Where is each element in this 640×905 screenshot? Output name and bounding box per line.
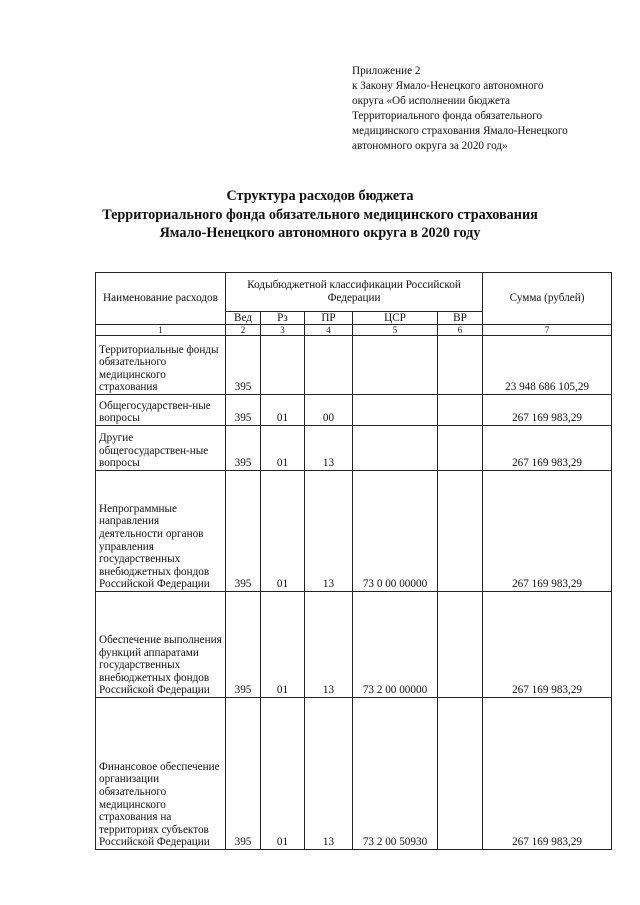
row-name: Непрограммные направления деятельности органов управления государственных внебюджетных фондов Российской Федерации (96, 471, 226, 592)
row-vr (438, 592, 483, 698)
header-row (96, 273, 612, 312)
row-vr (438, 426, 483, 471)
header-csr: ЦСР (353, 312, 438, 325)
row-rz (261, 336, 305, 395)
column-number: 4 (305, 325, 353, 336)
row-csr: 73 0 00 00000 (353, 471, 438, 592)
header-name: Наименование расходов (96, 273, 226, 325)
column-number: 2 (226, 325, 261, 336)
row-name: Другие общегосударствен-ные вопросы (96, 426, 226, 471)
row-amount: 267 169 983,29 (483, 698, 612, 850)
title-line: Структура расходов бюджета (226, 188, 414, 204)
table-row (96, 336, 612, 395)
header-vr: ВР (438, 312, 483, 325)
row-amount: 267 169 983,29 (483, 592, 612, 698)
row-name: Обеспечение выполнения функций аппаратами государственных внебюджетных фондов Российской Федерации (96, 592, 226, 698)
header-codes-group: Кодыбюджетной классификации Российской Федерации (226, 273, 483, 312)
row-vr (438, 336, 483, 395)
row-csr: 73 2 00 00000 (353, 592, 438, 698)
appendix-line: медицинского страхования Ямало-Ненецкого (352, 125, 568, 137)
table-row (96, 395, 612, 426)
column-number: 6 (438, 325, 483, 336)
column-numbers-row (96, 325, 612, 336)
row-name: Территориальные фонды обязательного медицинского страхования (96, 336, 226, 395)
row-csr: 73 2 00 50930 (353, 698, 438, 850)
row-rz: 01 (261, 698, 305, 850)
header-amount: Сумма (рублей) (483, 273, 612, 325)
row-pr: 00 (305, 395, 353, 426)
row-csr (353, 426, 438, 471)
row-amount: 23 948 686 105,29 (483, 336, 612, 395)
header-pr: ПР (305, 312, 353, 325)
row-amount: 267 169 983,29 (483, 395, 612, 426)
appendix-line: Территориального фонда обязательного (352, 110, 543, 122)
row-rz: 01 (261, 592, 305, 698)
row-vr (438, 471, 483, 592)
column-number: 5 (353, 325, 438, 336)
table-row (96, 592, 612, 698)
row-ved: 395 (226, 592, 261, 698)
header-rz: Рз (261, 312, 305, 325)
appendix-line: Приложение 2 (352, 65, 421, 77)
appendix-line: автономного округа за 2020 год» (352, 140, 508, 152)
document-title (60, 187, 580, 243)
appendix-line: к Закону Ямало-Ненецкого автономного (352, 80, 544, 92)
header-ved: Вед (226, 312, 261, 325)
row-pr: 13 (305, 698, 353, 850)
row-name: Общегосударствен-ные вопросы (96, 395, 226, 426)
row-amount: 267 169 983,29 (483, 426, 612, 471)
row-pr: 13 (305, 592, 353, 698)
title-line: Территориального фонда обязательного медицинского страхования (102, 206, 538, 223)
row-vr (438, 395, 483, 426)
row-rz: 01 (261, 395, 305, 426)
appendix-line: округа «Об исполнении бюджета (352, 95, 510, 107)
row-vr (438, 698, 483, 850)
title-line: Ямало-Ненецкого автономного округа в 2020 году (159, 225, 481, 241)
column-number: 7 (483, 325, 612, 336)
table-row (96, 698, 612, 850)
column-number: 3 (261, 325, 305, 336)
row-amount: 267 169 983,29 (483, 471, 612, 592)
row-ved: 395 (226, 395, 261, 426)
row-ved: 395 (226, 698, 261, 850)
appendix-header (352, 64, 622, 154)
table-row (96, 471, 612, 592)
row-ved: 395 (226, 471, 261, 592)
row-pr (305, 336, 353, 395)
expenditure-table (95, 272, 612, 850)
row-pr: 13 (305, 426, 353, 471)
row-name: Финансовое обеспечение организации обязательного медицинского страхования на территориях субъектов Российской Федерации (96, 698, 226, 850)
row-pr: 13 (305, 471, 353, 592)
row-ved: 395 (226, 426, 261, 471)
row-rz: 01 (261, 426, 305, 471)
row-csr (353, 395, 438, 426)
row-ved: 395 (226, 336, 261, 395)
table-row (96, 426, 612, 471)
row-rz: 01 (261, 471, 305, 592)
column-number: 1 (96, 325, 226, 336)
row-csr (353, 336, 438, 395)
